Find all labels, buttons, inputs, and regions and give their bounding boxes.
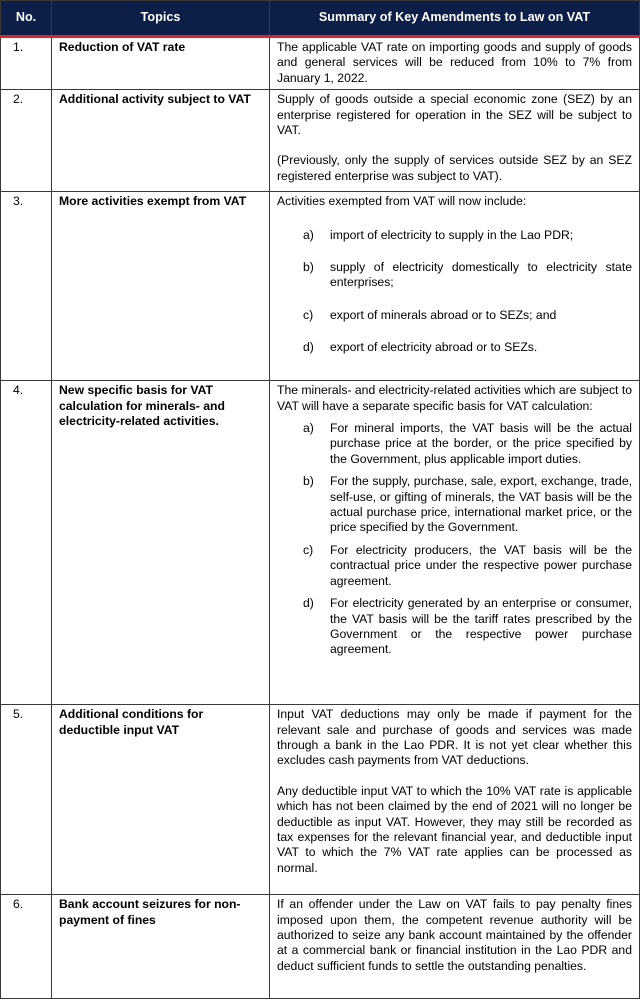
list-text: For electricity generated by an enterprise or consumer, the VAT basis will be the tariff rates prescribed by the Government or the respective power purchase agreement. — [330, 596, 632, 657]
row-number: 4. — [1, 381, 52, 705]
header-topics: Topics — [52, 1, 270, 37]
row-topic: More activities exempt from VAT — [52, 192, 270, 381]
list-label: a) — [303, 421, 314, 436]
exempt-activities-list — [277, 228, 632, 356]
summary-paragraph: Any deductible input VAT to which the 10% VAT rate is applicable which has not been claimed by the end of 2021 will no longer be deductible as input VAT. However, they may still be recorded as tax expenses for the relevant financial year, and deductible input VAT to which the 7% VAT rate applies can be processed as normal. — [277, 783, 632, 875]
table-row — [1, 895, 640, 999]
row-topic: New specific basis for VAT calculation for minerals- and electricity-related activities. — [52, 381, 270, 705]
list-label: c) — [303, 542, 314, 557]
row-summary — [270, 705, 640, 895]
row-summary — [270, 37, 640, 90]
list-text: export of electricity abroad or to SEZs. — [330, 340, 538, 355]
table-row — [1, 192, 640, 381]
row-summary — [270, 192, 640, 381]
list-item — [277, 421, 632, 467]
summary-paragraph: The applicable VAT rate on importing goods and supply of goods and general services will be reduced from 10% to 7% from January 1, 2022. — [277, 40, 632, 85]
list-label: d) — [303, 340, 314, 355]
row-number: 3. — [1, 192, 52, 381]
summary-paragraph: If an offender under the Law on VAT fails to pay penalty fines imposed upon them, the competent revenue authority will be authorized to seize any bank account maintained by the offender at a commercial bank or financial institution in the Lao PDR and deduct sufficient funds to settle the outstanding penalties. — [277, 897, 632, 973]
list-item — [277, 543, 632, 589]
summary-intro: The minerals- and electricity-related activities which are subject to VAT will have a separate specific basis for VAT calculation: — [277, 383, 632, 413]
list-text: For the supply, purchase, sale, export, exchange, trade, self-use, or gifting of minerals, the VAT basis will be the actual purchase price, international market price, or the price specified by the Government. — [330, 474, 632, 535]
list-item — [277, 474, 632, 536]
list-label: b) — [303, 474, 314, 489]
row-number: 5. — [1, 705, 52, 895]
list-text: For mineral imports, the VAT basis will be the actual purchase price at the border, or the price specified by the Government, plus applicable import duties. — [330, 421, 632, 466]
list-label: d) — [303, 596, 314, 611]
row-summary — [270, 90, 640, 192]
summary-intro: Activities exempted from VAT will now include: — [277, 194, 527, 209]
list-item — [277, 596, 632, 658]
row-summary — [270, 895, 640, 999]
row-summary — [270, 381, 640, 705]
list-label: c) — [303, 307, 314, 322]
summary-paragraph: Input VAT deductions may only be made if payment for the relevant sale and purchase of goods and services was made through a bank in the Lao PDR. It is not yet clear whether this excludes cash payments from VAT deductions. — [277, 707, 632, 768]
header-row — [1, 1, 640, 37]
row-topic: Reduction of VAT rate — [52, 37, 270, 90]
header-summary: Summary of Key Amendments to Law on VAT — [270, 1, 640, 37]
list-text: import of electricity to supply in the Lao PDR; — [330, 227, 574, 242]
row-number: 2. — [1, 90, 52, 192]
summary-paragraph: Supply of goods outside a special economic zone (SEZ) by an enterprise registered for operation in the SEZ will be subject to VAT. — [277, 92, 632, 138]
row-topic: Additional conditions for deductible input VAT — [52, 705, 270, 895]
row-topic: Bank account seizures for non-payment of fines — [52, 895, 270, 999]
list-text: For electricity producers, the VAT basis will be the contractual price under the respective power purchase agreement. — [330, 542, 632, 588]
table-row — [1, 90, 640, 192]
row-topic: Additional activity subject to VAT — [52, 90, 270, 192]
list-label: b) — [303, 260, 314, 275]
list-text: export of minerals abroad or to SEZs; and — [330, 307, 557, 322]
table-row — [1, 381, 640, 705]
list-item — [277, 340, 632, 355]
row-number: 6. — [1, 895, 52, 999]
summary-paragraph: (Previously, only the supply of services outside SEZ by an SEZ registered enterprise was subject to VAT). — [277, 153, 632, 183]
list-item — [277, 228, 632, 243]
table-row — [1, 705, 640, 895]
row-number: 1. — [1, 37, 52, 90]
list-text: supply of electricity domestically to electricity state enterprises; — [330, 260, 632, 290]
list-label: a) — [303, 227, 314, 242]
vat-basis-list — [277, 421, 632, 658]
list-item — [277, 308, 632, 323]
list-item — [277, 260, 632, 291]
table-row — [1, 37, 640, 90]
header-no: No. — [1, 1, 52, 37]
